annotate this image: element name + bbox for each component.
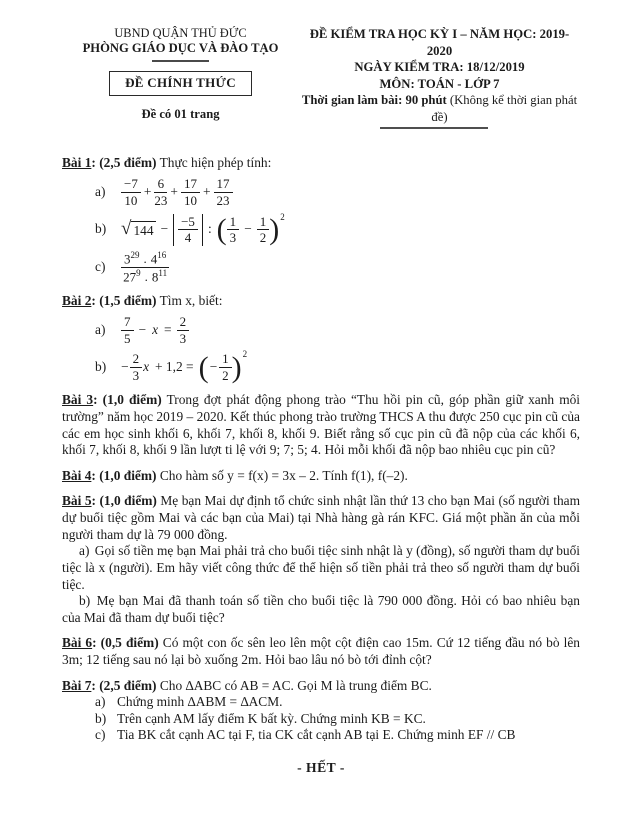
operator: = <box>164 322 172 338</box>
exponent: 2 <box>280 211 285 222</box>
operator: − <box>209 359 218 375</box>
problem-7-label: Bài 7 <box>62 677 92 693</box>
operator: − <box>121 359 129 375</box>
problem-7b <box>95 711 580 728</box>
problem-2a <box>95 314 580 346</box>
end-of-exam-marker: - HẾT - <box>297 760 345 776</box>
problem-4-text <box>62 468 580 485</box>
square-root: √ 144 <box>121 218 154 240</box>
problem-7-points: : (2,5 điểm) <box>91 677 157 693</box>
official-exam-label: ĐỀ CHÍNH THỨC <box>125 74 236 90</box>
left-paren: ( <box>198 350 209 384</box>
item-label: a) <box>95 184 106 200</box>
page-count-note: Đề có 01 trang <box>141 106 220 121</box>
problem-2-label: Bài 2 <box>62 292 92 308</box>
item-label: b) <box>95 710 107 726</box>
fraction: $\frac{17}{23}$ <box>214 177 233 207</box>
problem-2-intro: Tìm x, biết: <box>159 292 223 308</box>
problem-3-body: Trong đợt phát động phong trào “Thu hồi pin cũ, góp phần giữ xanh môi trường” năm học 2019 – 2020. Kết thúc phong trào trường THCS A thu được 250 cục pin cũ của các em học sinh khối 6, khối 7, khối 8, khối 9. Biết rằng số cục pin cũ đã nộp của các khối 6, khối 7, khối 8, khối 9 lần lượt ti lệ với 9; 7; 5; 4. Hỏi mỗi khối đã nộp bao nhiêu cục pin cũ? <box>62 392 581 458</box>
exam-subject: MÔN: TOÁN - LỚP 7 <box>379 76 500 91</box>
exponent: 29 <box>130 249 140 260</box>
problem-5b <box>62 593 580 626</box>
item-label: b) <box>95 359 107 375</box>
fraction: $\frac{17}{10}$ <box>181 177 200 207</box>
fraction: $\frac{2}{3}$ <box>130 352 143 382</box>
problem-5-points: : (1,0 điểm) <box>91 493 157 509</box>
item-label: c) <box>95 727 106 743</box>
duration-bold: Thời gian làm bài: 90 phút <box>301 93 447 107</box>
exam-header <box>62 26 580 129</box>
variable-x: x <box>152 322 159 338</box>
problem-6-label: Bài 6 <box>62 635 93 651</box>
issuer-parent-org: UBND QUẬN THỦ ĐỨC <box>114 26 247 40</box>
problem-1-intro: Thực hiện phép tính: <box>159 155 272 170</box>
exam-date: NGÀY KIỂM TRA: 18/12/2019 <box>354 60 525 74</box>
problem-4 <box>62 468 580 485</box>
exam-duration <box>299 92 580 125</box>
right-paren: ) <box>231 350 242 384</box>
expression-middle: + 1,2 = <box>155 359 194 375</box>
problem-2b <box>95 351 580 383</box>
problem-1b <box>95 211 580 247</box>
fraction: $\frac{7}{5}$ <box>121 315 134 345</box>
problem-6-body: Có một con ốc sên leo lên một cột điện cao 15m. Cứ 12 tiếng đầu nó bò lên 3m; 12 tiếng sau nó lại bò xuống 2m. Hỏi bao lâu nó bò tới đỉnh cột? <box>62 635 580 667</box>
item-label: c) <box>95 259 106 275</box>
radical-icon: √ <box>121 218 132 240</box>
problem-5a <box>62 543 580 593</box>
problem-5b-text: Mẹ bạn Mai đã thanh toán số tiền cho buổi tiệc là 790 000 đồng. Hỏi có bao nhiêu bạn của Mai đã tham dự buổi tiệc? <box>62 593 580 625</box>
fraction: $\frac{2}{3}$ <box>177 315 190 345</box>
problem-7a-text: Chứng minh ∆ABM = ∆ACM. <box>117 694 283 710</box>
problem-6-text <box>62 635 580 668</box>
problem-7b-text: Trên cạnh AM lấy điểm K bất kỳ. Chứng minh KB = KC. <box>117 710 426 726</box>
problem-2-points: : (1,5 điểm) <box>91 292 157 308</box>
problem-7a <box>95 694 580 711</box>
item-label: a) <box>95 694 106 710</box>
problem-3 <box>62 392 580 458</box>
operator: + <box>143 184 152 200</box>
fraction: $\frac{-7}{10}$ <box>121 177 141 207</box>
problem-7-intro: Cho ∆ABC có AB = AC. Gọi M là trung điểm BC. <box>159 677 432 693</box>
duration-underline <box>380 127 488 129</box>
fraction <box>121 251 169 284</box>
exponent: 16 <box>157 249 167 260</box>
exponent: 11 <box>158 267 168 278</box>
item-label: a) <box>95 322 106 338</box>
parenthesized-expression: ( $\frac{1}{3}$ − $\frac{1}{2}$ ) $^2$ <box>216 211 285 247</box>
parenthesized-expression: ( − $\frac{1}{2}$ ) $^2$ <box>198 349 248 384</box>
multiplication-dot: . <box>144 269 148 285</box>
problem-7c-text: Tia BK cắt cạnh AC tại F, tia CK cắt cạnh AB tại E. Chứng minh EF // CB <box>117 727 516 743</box>
problem-2 <box>62 293 580 384</box>
problem-1-label: Bài 1 <box>62 155 92 170</box>
problem-1a <box>95 177 580 209</box>
problem-6-points: : (0,5 điểm) <box>92 635 159 651</box>
problem-5a-text: Gọi số tiền mẹ bạn Mai phải trả cho buổi tiệc sinh nhật là y (đồng), số người tham dự buổi tiệc là x (người). Em hãy viết công thức để thể hiện số tiền phải trả theo số người tham dự buổi tiệc. <box>62 543 580 592</box>
fraction-denominator: $27^9$ . $8^{11}$ <box>123 267 168 285</box>
official-exam-box <box>109 71 252 96</box>
problem-7 <box>62 678 580 744</box>
problem-6 <box>62 635 580 668</box>
problem-5-intro: Mẹ bạn Mai dự định tổ chức sinh nhật lần thứ 13 cho bạn Mai (số người tham dự buổi tiệc gồm Mai và các bạn của Mai) tại Nhà hàng gà rán KFC. Giá một phần ăn của mỗi người tham dự là 79 000 đồng. <box>62 493 580 542</box>
operator: − <box>138 322 147 338</box>
problem-2-heading <box>62 293 580 310</box>
right-paren: ) <box>269 213 280 247</box>
issuer-block <box>62 26 299 129</box>
exam-title-block <box>299 26 580 129</box>
problem-4-label: Bài 4 <box>62 467 92 483</box>
operator: − <box>160 221 169 237</box>
problem-5-heading <box>62 493 580 543</box>
problem-5 <box>62 493 580 626</box>
problem-3-text <box>62 392 580 458</box>
operator: − <box>244 221 252 237</box>
fraction-numerator: $3^{29}$ . $4^{16}$ <box>121 251 169 268</box>
problem-1 <box>62 155 580 284</box>
item-label: a) <box>79 543 90 559</box>
item-label: b) <box>79 593 91 609</box>
problem-4-body: Cho hàm số y = f(x) = 3x – 2. Tính f(1), f(–2). <box>159 467 408 483</box>
problem-1-points: : (2,5 điểm) <box>91 155 157 170</box>
item-label: b) <box>95 221 107 237</box>
absolute-value: $\frac{-5}{4}$ <box>173 214 203 246</box>
multiplication-dot: . <box>143 251 147 267</box>
duration-note: (Không kể thời gian phát đề) <box>431 93 578 124</box>
problem-1c <box>95 251 580 284</box>
problem-3-label: Bài 3 <box>62 392 94 408</box>
exam-title: ĐỀ KIỂM TRA HỌC KỲ I – NĂM HỌC: 2019-2020 <box>309 27 570 58</box>
exponent: 9 <box>136 267 141 278</box>
operator: + <box>202 184 211 200</box>
operator: : <box>207 221 212 237</box>
problem-4-points: : (1,0 điểm) <box>91 467 157 483</box>
problem-3-points: : (1,0 điểm) <box>93 392 162 408</box>
operator: + <box>170 184 178 200</box>
problem-1-heading <box>62 155 580 172</box>
problem-7c <box>95 727 580 744</box>
variable-x: x <box>143 359 150 375</box>
exponent: 2 <box>242 349 248 360</box>
left-paren: ( <box>216 213 227 247</box>
problem-5-label: Bài 5 <box>62 493 92 509</box>
problem-7-heading <box>62 678 580 695</box>
issuer-department: PHÒNG GIÁO DỤC VÀ ĐÀO TẠO <box>82 41 279 56</box>
fraction: $\frac{6}{23}$ <box>154 176 168 209</box>
issuer-underline <box>152 60 209 62</box>
